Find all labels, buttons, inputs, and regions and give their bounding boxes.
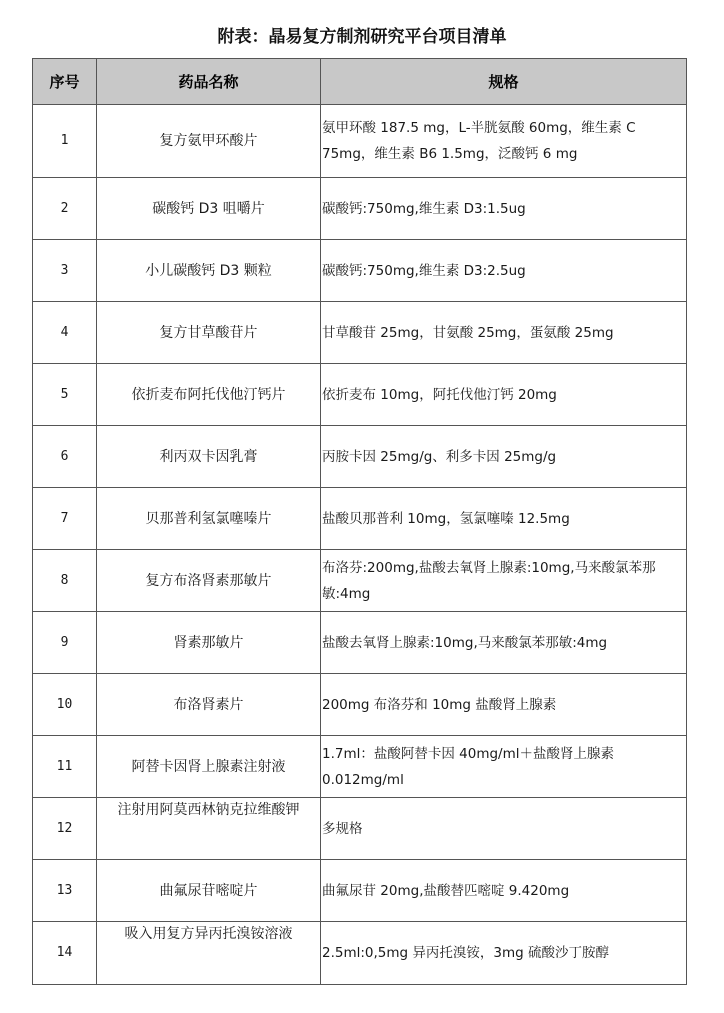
drug-name: 曲氟尿苷嘧啶片 bbox=[97, 860, 321, 922]
drug-name: 小儿碳酸钙 D3 颗粒 bbox=[97, 240, 321, 302]
drug-name: 碳酸钙 D3 咀嚼片 bbox=[97, 178, 321, 240]
drug-name: 复方氨甲环酸片 bbox=[97, 105, 321, 178]
drug-name: 复方布洛肾素那敏片 bbox=[97, 550, 321, 612]
drug-name: 布洛肾素片 bbox=[97, 674, 321, 736]
row-index: 9 bbox=[33, 612, 97, 674]
drug-spec: 碳酸钙:750mg,维生素 D3:1.5ug bbox=[321, 178, 687, 240]
drug-spec: 多规格 bbox=[321, 798, 687, 860]
table-row bbox=[33, 736, 687, 798]
drug-name: 利丙双卡因乳膏 bbox=[97, 426, 321, 488]
table-row bbox=[33, 240, 687, 302]
row-index: 4 bbox=[33, 302, 97, 364]
column-header-index: 序号 bbox=[33, 59, 97, 105]
table-row bbox=[33, 105, 687, 178]
drug-name: 注射用阿莫西林钠克拉维酸钾 bbox=[97, 798, 321, 860]
drug-spec: 依折麦布 10mg，阿托伐他汀钙 20mg bbox=[321, 364, 687, 426]
drug-spec: 布洛芬:200mg,盐酸去氧肾上腺素:10mg,马来酸氯苯那敏:4mg bbox=[321, 550, 687, 612]
row-index: 14 bbox=[33, 922, 97, 985]
column-header-name: 药品名称 bbox=[97, 59, 321, 105]
drug-spec: 曲氟尿苷 20mg,盐酸替匹嘧啶 9.420mg bbox=[321, 860, 687, 922]
drug-name: 吸入用复方异丙托溴铵溶液 bbox=[97, 922, 321, 985]
drug-spec: 丙胺卡因 25mg/g、利多卡因 25mg/g bbox=[321, 426, 687, 488]
drug-spec: 2.5ml:0,5mg 异丙托溴铵，3mg 硫酸沙丁胺醇 bbox=[321, 922, 687, 985]
table-row bbox=[33, 860, 687, 922]
table-row bbox=[33, 674, 687, 736]
table-row bbox=[33, 364, 687, 426]
drug-spec: 盐酸去氧肾上腺素:10mg,马来酸氯苯那敏:4mg bbox=[321, 612, 687, 674]
row-index: 1 bbox=[33, 105, 97, 178]
table-row bbox=[33, 178, 687, 240]
column-header-spec: 规格 bbox=[321, 59, 687, 105]
drug-spec: 氨甲环酸 187.5 mg，L-半胱氨酸 60mg，维生素 C 75mg，维生素 B6 1.5mg，泛酸钙 6 mg bbox=[321, 105, 687, 178]
drug-spec: 碳酸钙:750mg,维生素 D3:2.5ug bbox=[321, 240, 687, 302]
row-index: 13 bbox=[33, 860, 97, 922]
row-index: 5 bbox=[33, 364, 97, 426]
row-index: 3 bbox=[33, 240, 97, 302]
drug-name: 依折麦布阿托伐他汀钙片 bbox=[97, 364, 321, 426]
drug-spec: 200mg 布洛芬和 10mg 盐酸肾上腺素 bbox=[321, 674, 687, 736]
row-index: 7 bbox=[33, 488, 97, 550]
row-index: 12 bbox=[33, 798, 97, 860]
drug-name: 肾素那敏片 bbox=[97, 612, 321, 674]
drug-spec: 盐酸贝那普利 10mg，氢氯噻嗪 12.5mg bbox=[321, 488, 687, 550]
table-row bbox=[33, 922, 687, 985]
row-index: 6 bbox=[33, 426, 97, 488]
table-row bbox=[33, 612, 687, 674]
table-row bbox=[33, 426, 687, 488]
row-index: 11 bbox=[33, 736, 97, 798]
drug-spec: 甘草酸苷 25mg，甘氨酸 25mg，蛋氨酸 25mg bbox=[321, 302, 687, 364]
drug-name: 贝那普利氢氯噻嗪片 bbox=[97, 488, 321, 550]
row-index: 10 bbox=[33, 674, 97, 736]
table-row bbox=[33, 488, 687, 550]
row-index: 2 bbox=[33, 178, 97, 240]
drug-spec: 1.7ml：盐酸阿替卡因 40mg/ml＋盐酸肾上腺素 0.012mg/ml bbox=[321, 736, 687, 798]
project-table bbox=[32, 58, 687, 985]
drug-name: 复方甘草酸苷片 bbox=[97, 302, 321, 364]
table-header-row bbox=[33, 59, 687, 105]
page-title: 附表：晶易复方制剂研究平台项目清单 bbox=[217, 27, 507, 47]
table-row bbox=[33, 302, 687, 364]
row-index: 8 bbox=[33, 550, 97, 612]
table-row bbox=[33, 550, 687, 612]
drug-name: 阿替卡因肾上腺素注射液 bbox=[97, 736, 321, 798]
table-row bbox=[33, 798, 687, 860]
